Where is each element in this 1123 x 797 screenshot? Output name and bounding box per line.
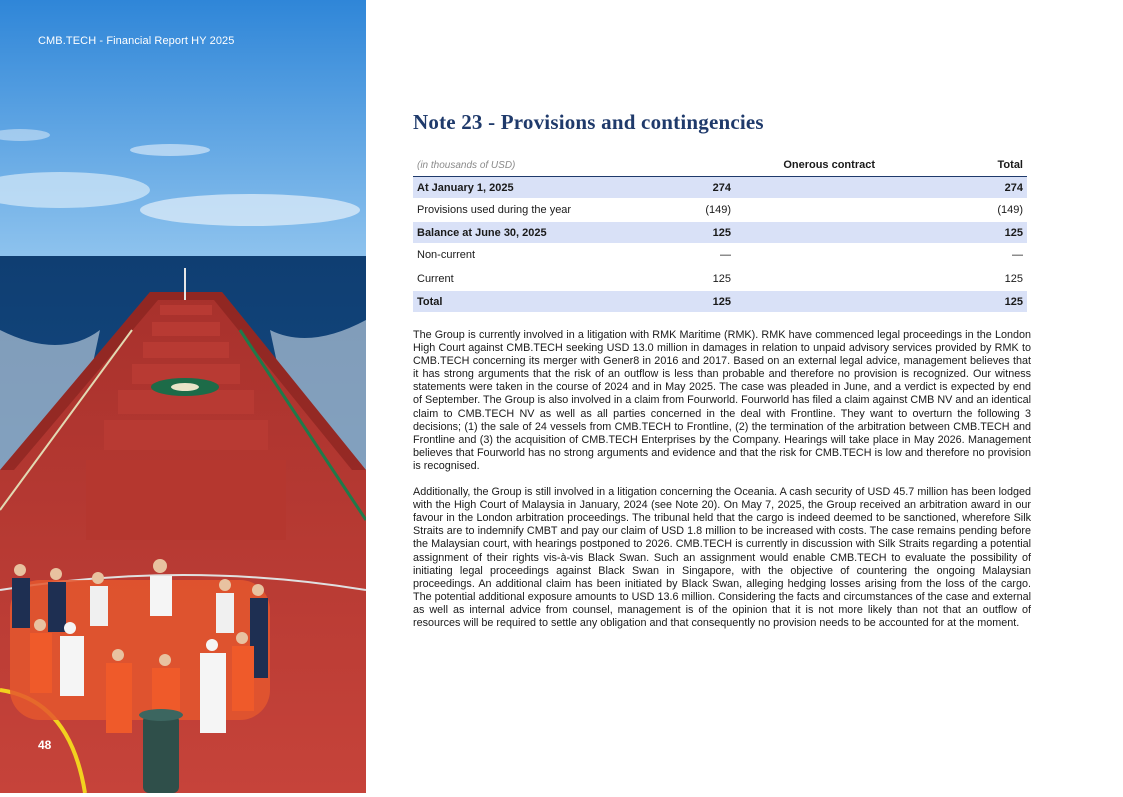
table-row <box>413 243 1027 267</box>
row-label: Non-current <box>417 249 476 261</box>
row-label: Total <box>413 291 577 312</box>
onerous-value: 125 <box>577 291 879 312</box>
total-value: 125 <box>879 291 1027 312</box>
row-label: At January 1, 2025 <box>413 177 577 199</box>
table-row <box>413 267 1027 291</box>
onerous-value: — <box>720 249 731 261</box>
note-title: Note 23 - Provisions and contingencies <box>413 110 764 134</box>
table-header-row <box>413 157 1027 177</box>
onerous-value: (149) <box>705 204 731 216</box>
total-value: 125 <box>1004 273 1023 285</box>
onerous-value: 125 <box>712 273 731 285</box>
paragraph-oceania: Additionally, the Group is still involved in a litigation concerning the Oceania. A cash security of USD 45.7 million has been lodged with the High Court of Malaysia in January, 2024 (see Note 20). On May 7, 2025, the Group received an arbitration award in our favour in the London arbitration proceedings. The tribunal held that the cargo is indeed deemed to be sanctioned, wherefore Silk Straits are to indemnify CMBT and pay our claim of USD 1.8 million to be increased with costs. The case remains pending before the Malaysian court, with hearings postponed to 2026. CMB.TECH is currently in discussion with Silk Straits regarding a potential assignment of their rights vis-à-vis Black Swan. Such an assignment would enable CMB.TECH to evaluate the possibility of initiating legal proceedings against Black Swan in Singapore, with the objective of countering the ongoing Malaysian proceedings. An additional claim has been initiated by Black Swan, alleging hedging losses arising from the loss of the cargo. The potential additional exposure amounts to USD 13.6 million. Considering the facts and circumstances of the case and external as well as internal advice from counsel, management is of the opinion that it is not more likely than not that an outflow of resources will be required to settle any obligation and that consequently no provision needs to be accounted for at the moment. <box>413 486 1031 629</box>
total-value: 274 <box>879 177 1027 199</box>
unit-label: (in thousands of USD) <box>417 159 516 171</box>
provisions-table <box>413 157 1027 312</box>
crew-group <box>10 559 270 733</box>
table-row <box>413 291 1027 312</box>
note-section <box>413 110 1031 630</box>
total-value: — <box>1012 249 1023 261</box>
cover-photo <box>0 0 366 793</box>
table-row <box>413 177 1027 199</box>
report-header: CMB.TECH - Financial Report HY 2025 <box>38 35 235 47</box>
total-value: 125 <box>879 222 1027 243</box>
ship-deck-illustration <box>0 0 366 793</box>
total-value: (149) <box>997 204 1023 216</box>
onerous-value: 125 <box>577 222 879 243</box>
column-header-total: Total <box>997 159 1023 171</box>
row-label: Current <box>417 273 454 285</box>
page-number: 48 <box>38 738 52 752</box>
paragraph-rmk-fourworld: The Group is currently involved in a litigation with RMK Maritime (RMK). RMK have commenced legal proceedings in the London High Court against CMB.TECH seeking USD 13.0 million in damages in relation to unpaid advisory services provided by RMK to CMB.TECH concerning its merger with Gener8 in 2016 and 2017. Based on an external legal advice, management believes that it has strong arguments that the risk of an outflow is less than probable and therefore no provision is recognized. Our witness statements were taken in the course of 2024 and in May 2025. The case was pleaded in June, and a verdict is expected by end of September. The Group is also involved in a claim from Fourworld. Fourworld has filed a claim against CMB NV and an identical claim to CMB.TECH NV as well as all parties concerned in the deal with Frontline. They want to overturn the following 3 decisions; (1) the sale of 24 vessels from CMB.TECH to Frontline, (2) the termination of the arbitration between CMB.TECH and Frontline and (3) the acquisition of CMB.TECH Enterprises by the Company. Hearings will take place in May 2026. Management believes that Fourworld has no strong arguments and evidence and that the risk for CMB.TECH is low and therefore no provision is recognised. <box>413 329 1031 472</box>
row-label: Provisions used during the year <box>417 204 572 216</box>
onerous-value: 274 <box>577 177 879 199</box>
row-label: Balance at June 30, 2025 <box>413 222 577 243</box>
column-header-onerous: Onerous contract <box>783 159 875 171</box>
table-row <box>413 198 1027 222</box>
table-row <box>413 222 1027 243</box>
